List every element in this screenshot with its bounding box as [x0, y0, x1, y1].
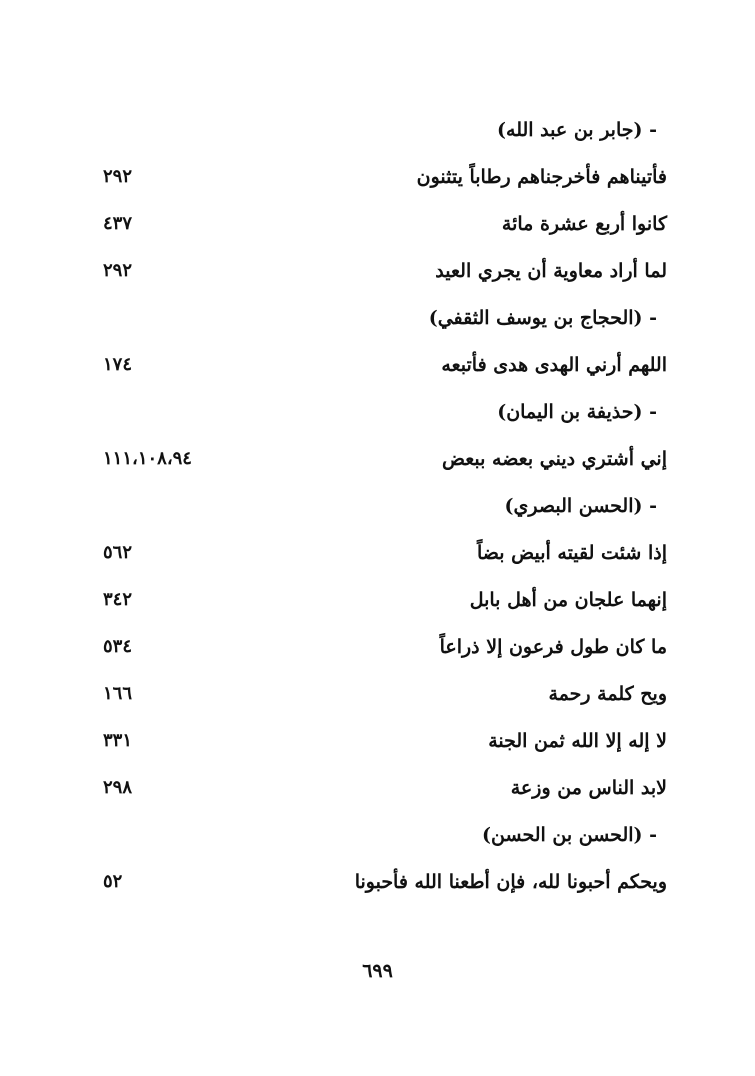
entry-page-ref: ١٦٦ — [103, 683, 133, 704]
narrator-name: - (الحسن البصري) — [504, 494, 657, 517]
entry-text: لا إله إلا الله ثمن الجنة — [488, 729, 667, 752]
narrator-name: - (الحسن بن الحسن) — [482, 823, 657, 846]
entry-page-ref: ٤٣٧ — [103, 213, 133, 234]
entry-text: كانوا أربع عشرة مائة — [501, 212, 667, 235]
entry-page-ref: ٥٢ — [103, 871, 123, 892]
entry-text: إنهما علجان من أهل بابل — [469, 588, 667, 611]
entry-text: ما كان طول فرعون إلا ذراعاً — [439, 635, 667, 658]
entry-page-ref: ٥٦٢ — [103, 542, 133, 563]
page-number: ٦٩٩ — [362, 960, 393, 982]
index-entry — [95, 529, 667, 576]
entry-text: لابد الناس من وزعة — [510, 776, 667, 799]
entry-page-ref: ١٧٤ — [103, 354, 133, 375]
entry-text: ويحكم أحبونا لله، فإن أطعنا الله فأحبونا — [354, 870, 667, 893]
entry-text: ويح كلمة رحمة — [548, 682, 667, 705]
index-entry — [95, 247, 667, 294]
entry-page-ref: ٢٩٢ — [103, 166, 133, 187]
entry-page-ref: ٣٣١ — [103, 730, 133, 751]
entry-page-ref: ٢٩٨ — [103, 777, 133, 798]
entry-page-ref: ٥٣٤ — [103, 636, 133, 657]
entry-text: اللهم أرني الهدى هدى فأتبعه — [441, 353, 667, 376]
index-entry — [95, 764, 667, 811]
index-entry — [95, 670, 667, 717]
entry-text: فأتيناهم فأخرجناهم رطاباً يتثنون — [416, 165, 667, 188]
narrator-name: - (حذيفة بن اليمان) — [497, 400, 657, 423]
index-entry — [95, 341, 667, 388]
narrator-header — [95, 388, 667, 435]
index-entries — [95, 106, 667, 905]
index-entry — [95, 623, 667, 670]
index-entry — [95, 153, 667, 200]
index-entry — [95, 435, 667, 482]
index-entry — [95, 576, 667, 623]
narrator-name: - (جابر بن عبد الله) — [497, 118, 657, 141]
narrator-header — [95, 106, 667, 153]
entry-text: إني أشتري ديني بعضه ببعض — [441, 447, 667, 470]
entry-page-ref: ٢٩٢ — [103, 260, 133, 281]
narrator-name: - (الحجاج بن يوسف الثقفي) — [428, 306, 657, 329]
index-entry — [95, 200, 667, 247]
entry-text: لما أراد معاوية أن يجري العيد — [435, 259, 667, 282]
narrator-header — [95, 811, 667, 858]
entry-page-ref: ١١١،١٠٨،٩٤ — [103, 448, 192, 469]
index-entry — [95, 858, 667, 905]
index-entry — [95, 717, 667, 764]
narrator-header — [95, 482, 667, 529]
narrator-header — [95, 294, 667, 341]
entry-page-ref: ٣٤٢ — [103, 589, 133, 610]
entry-text: إذا شئت لقيته أبيض بضاً — [477, 541, 667, 564]
